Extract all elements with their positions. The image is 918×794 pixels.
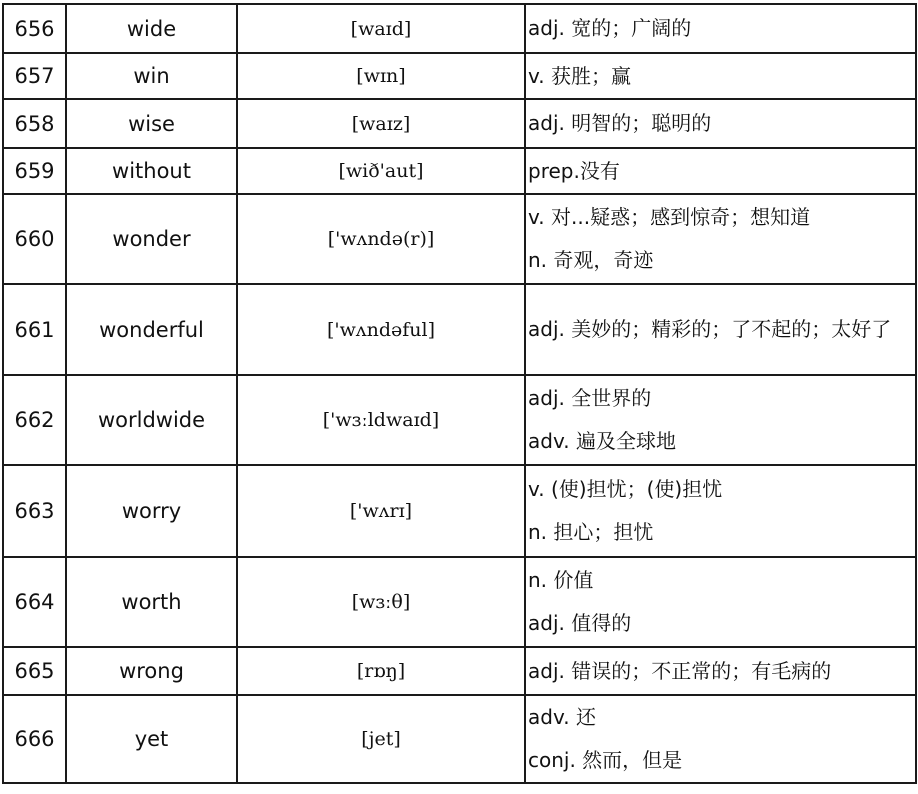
- headword: wise: [66, 99, 237, 148]
- definition-cell: [525, 375, 916, 465]
- headword: yet: [66, 695, 237, 783]
- definition-cell: [525, 557, 916, 647]
- definition-line: adj. 美妙的；精彩的；了不起的；太好了: [528, 317, 892, 341]
- entry-number: 658: [3, 99, 66, 148]
- table-row: [3, 284, 916, 375]
- table-row: [3, 4, 916, 53]
- definition-cell: [525, 4, 916, 53]
- phonetic-transcription: ['wʌndəful]: [237, 284, 525, 375]
- definition-line: n. 担心；担忧: [528, 520, 654, 544]
- headword: worry: [66, 465, 237, 557]
- headword: wonder: [66, 194, 237, 284]
- table-row: [3, 194, 916, 284]
- entry-number: 666: [3, 695, 66, 783]
- phonetic-transcription: ['wʌndə(r)]: [237, 194, 525, 284]
- definition-line: v. 获胜；赢: [528, 63, 631, 88]
- definition-line: adj. 宽的；广阔的: [528, 16, 692, 40]
- definition-line: v. 对...疑惑；感到惊奇；想知道: [528, 205, 811, 229]
- definition-cell: [525, 148, 916, 194]
- definition-line: adv. 遍及全球地: [528, 429, 676, 453]
- phonetic-transcription: ['wɜːldwaɪd]: [237, 375, 525, 465]
- entry-number: 656: [3, 4, 66, 53]
- phonetic-transcription: [wɪn]: [237, 53, 525, 99]
- definition-cell: [525, 647, 916, 695]
- definition-line: adj. 错误的；不正常的；有毛病的: [528, 658, 832, 683]
- entry-number: 659: [3, 148, 66, 194]
- phonetic-transcription: [waɪz]: [237, 99, 525, 148]
- vocabulary-table: [2, 3, 917, 784]
- headword: without: [66, 148, 237, 194]
- headword: win: [66, 53, 237, 99]
- phonetic-transcription: [waɪd]: [237, 4, 525, 53]
- entry-number: 660: [3, 194, 66, 284]
- definition-cell: [525, 695, 916, 783]
- table-row: [3, 647, 916, 695]
- definition-line: n. 价值: [528, 568, 594, 592]
- definition-line: adj. 值得的: [528, 611, 632, 635]
- headword: wide: [66, 4, 237, 53]
- phonetic-transcription: [jet]: [237, 695, 525, 783]
- headword: worth: [66, 557, 237, 647]
- definition-line: adj. 全世界的: [528, 386, 652, 410]
- headword: wrong: [66, 647, 237, 695]
- table-row: [3, 695, 916, 783]
- phonetic-transcription: ['wʌrɪ]: [237, 465, 525, 557]
- definition-line: conj. 然而，但是: [528, 748, 683, 772]
- table-row: [3, 148, 916, 194]
- table-row: [3, 99, 916, 148]
- definition-cell: [525, 465, 916, 557]
- definition-line: v. (使)担忧；(使)担忧: [528, 477, 723, 501]
- definition-cell: [525, 194, 916, 284]
- table-row: [3, 53, 916, 99]
- headword: worldwide: [66, 375, 237, 465]
- table-row: [3, 375, 916, 465]
- definition-cell: [525, 284, 916, 375]
- vocabulary-table-body: [3, 4, 916, 783]
- definition-line: adv. 还: [528, 705, 596, 729]
- entry-number: 663: [3, 465, 66, 557]
- phonetic-transcription: [rɒŋ]: [237, 647, 525, 695]
- definition-cell: [525, 99, 916, 148]
- entry-number: 661: [3, 284, 66, 375]
- entry-number: 664: [3, 557, 66, 647]
- phonetic-transcription: [wɜːθ]: [237, 557, 525, 647]
- entry-number: 662: [3, 375, 66, 465]
- definition-line: n. 奇观，奇迹: [528, 248, 654, 272]
- phonetic-transcription: [wið'aut]: [237, 148, 525, 194]
- table-row: [3, 465, 916, 557]
- definition-cell: [525, 53, 916, 99]
- definition-line: adj. 明智的；聪明的: [528, 111, 712, 135]
- headword: wonderful: [66, 284, 237, 375]
- definition-line: prep.没有: [528, 158, 620, 183]
- table-row: [3, 557, 916, 647]
- entry-number: 665: [3, 647, 66, 695]
- entry-number: 657: [3, 53, 66, 99]
